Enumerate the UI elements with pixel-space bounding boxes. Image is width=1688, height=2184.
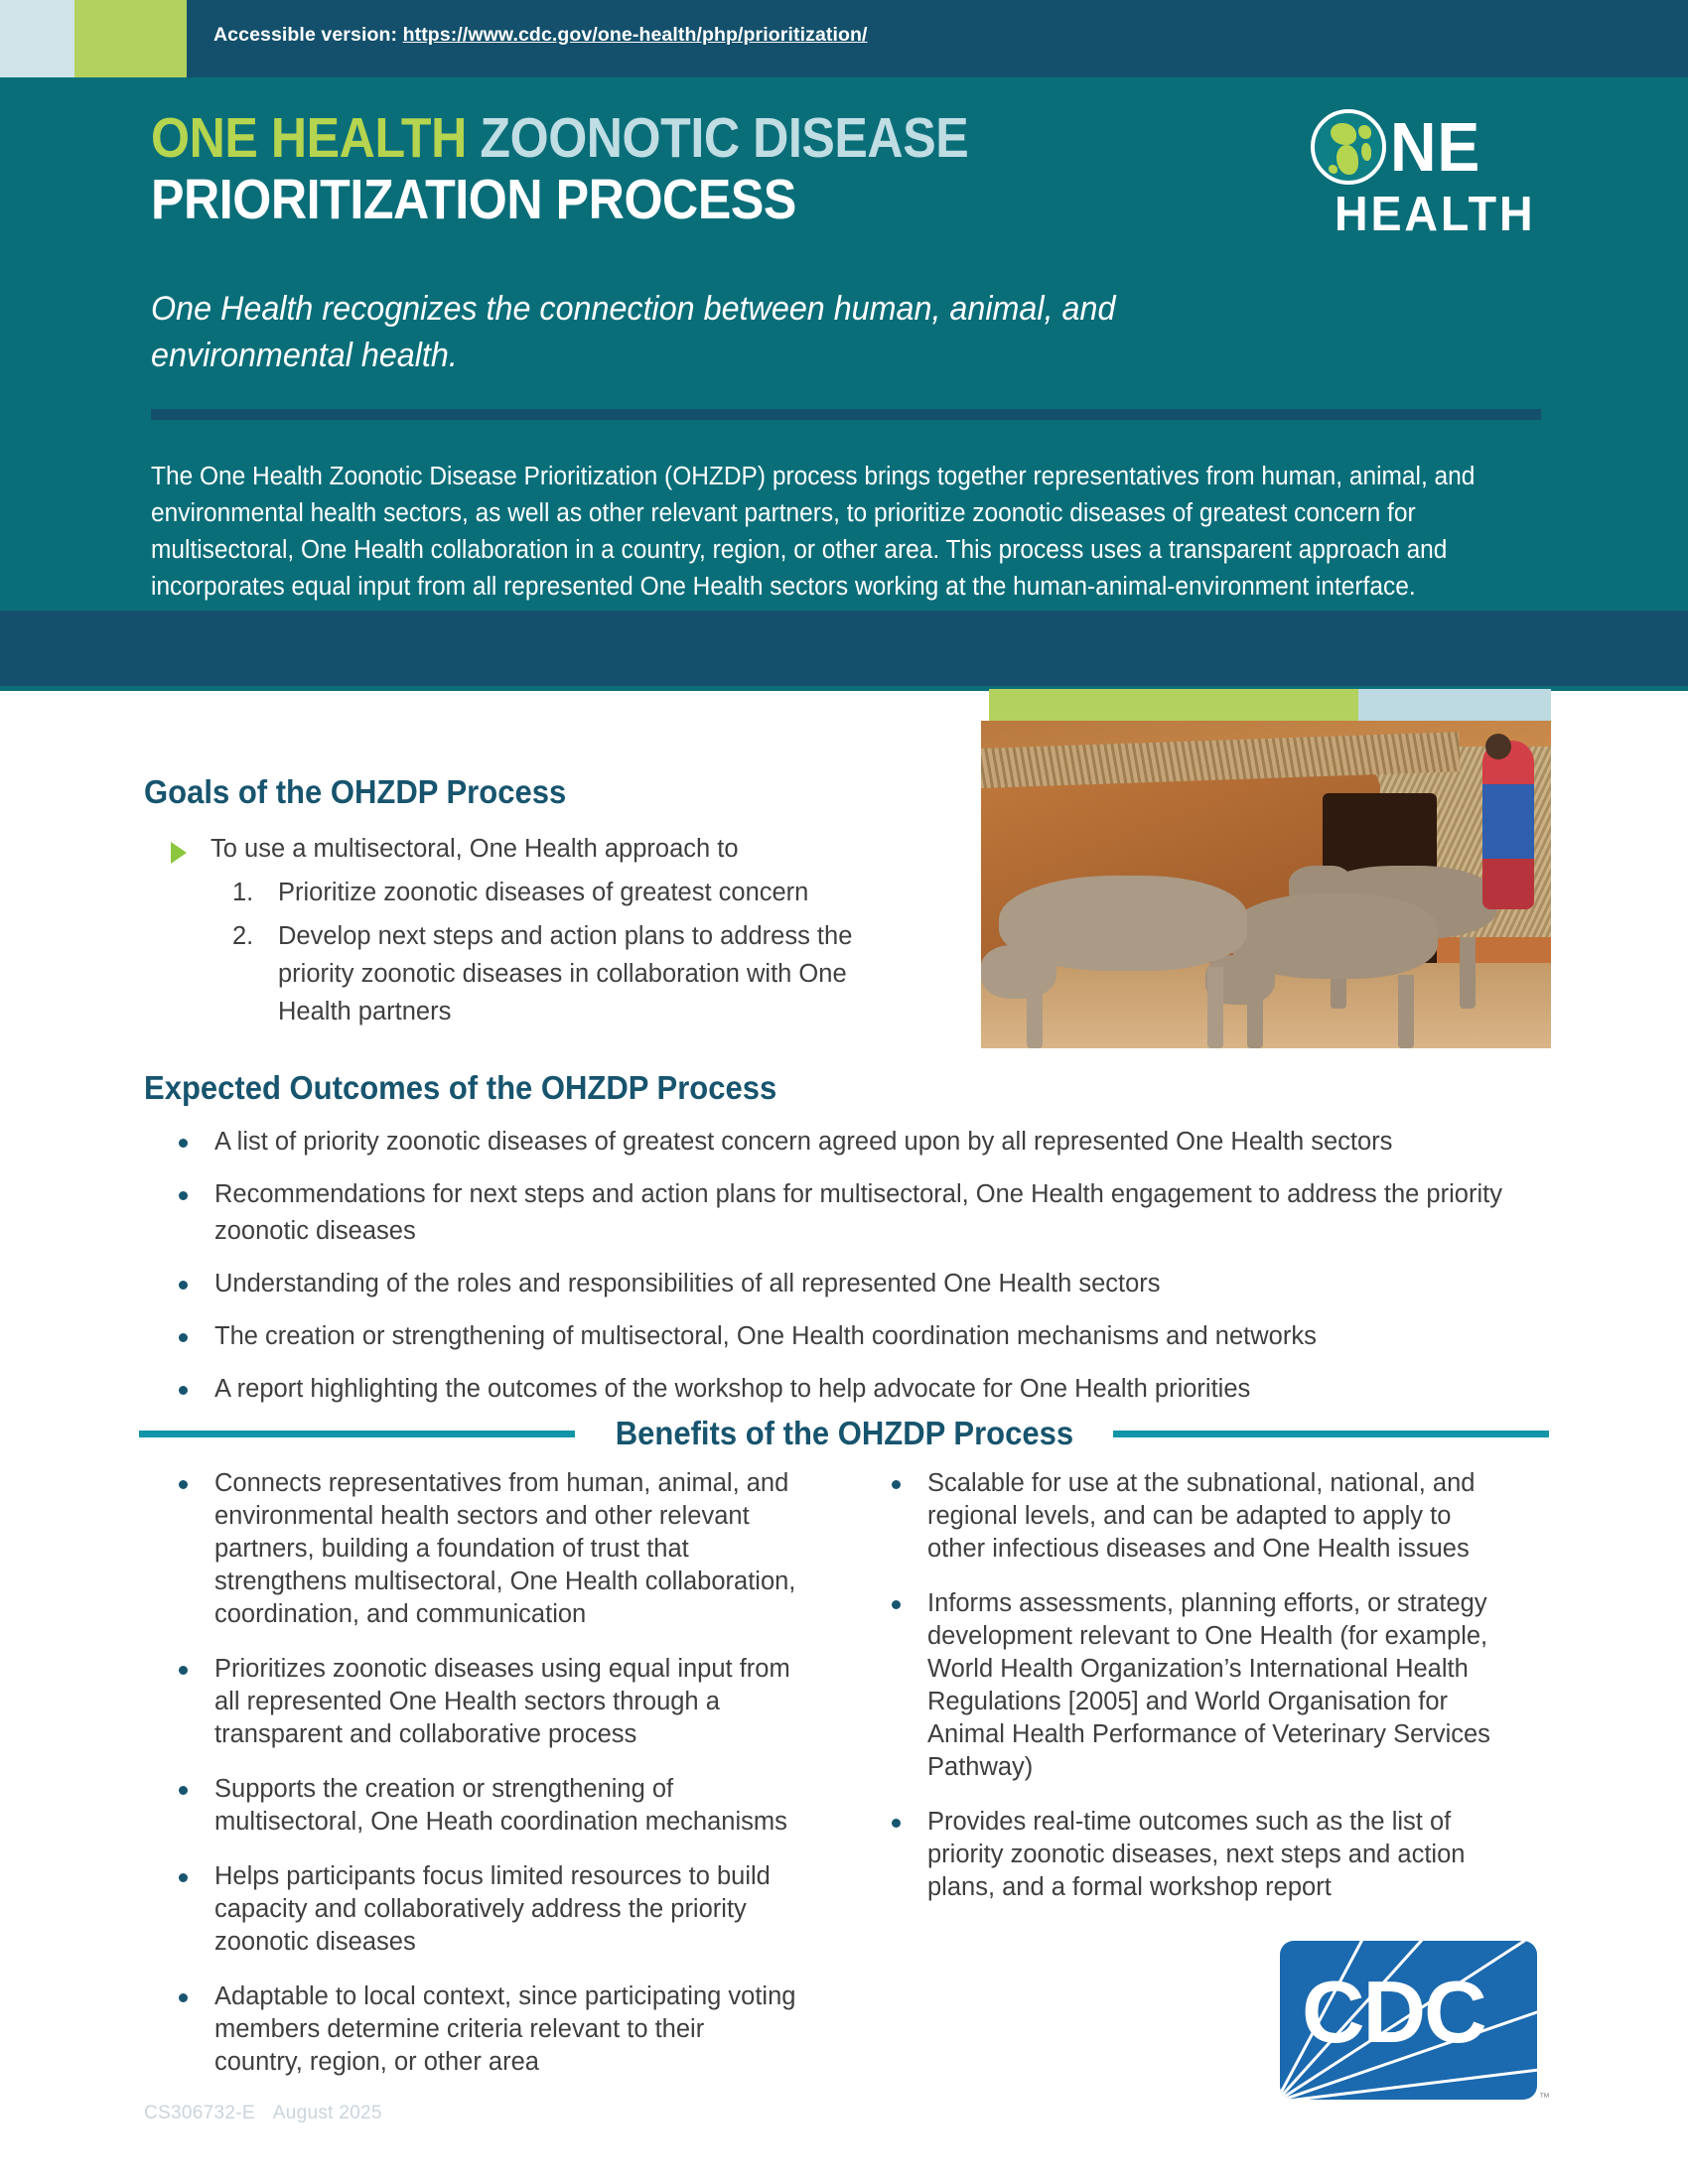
subtitle-divider-rule [151,409,1541,420]
donkeys-photo [981,721,1551,1048]
list-item-text: The creation or strengthening of multisectoral, One Health coordination mechanisms and networks [214,1322,1317,1350]
bullet-dot-icon [179,1139,188,1148]
footer-cs-number: CS306732-E [144,2103,255,2123]
bullet-dot-icon [179,1873,188,1882]
photo-donkey-leg [1207,967,1223,1048]
photo-donkey-head [981,945,1056,999]
list-item [179,1773,799,1839]
benefits-heading-row [139,1415,1549,1452]
benefits-heading: Benefits of the OHZDP Process [615,1415,1073,1451]
list-item [179,1860,799,1959]
goals-list [171,830,866,1030]
accessible-version-line [213,24,868,47]
accessible-version-label: Accessible version: [213,24,398,46]
globe-landmass [1358,125,1371,139]
list-item [179,1371,1549,1408]
page-title-one-health: ONE HEALTH [151,106,481,170]
topbar-green-swatch [74,0,187,77]
globe-landmass [1331,123,1356,145]
list-item [179,1318,1549,1355]
goals-heading: Goals of the OHZDP Process [144,773,567,810]
page-title-zoonotic-disease: ZOONOTIC DISEASE [480,106,969,170]
goals-lead-item [171,830,866,868]
expected-outcomes-heading: Expected Outcomes of the OHZDP Process [144,1069,777,1106]
bullet-dot-icon [892,1600,901,1609]
list-item-text: Provides real-time outcomes such as the list of priority zoonotic diseases, next steps and action plans, and a formal workshop report [927,1808,1466,1901]
one-health-logo-ne: NE [1390,108,1481,186]
goals-numbered-item [232,874,866,911]
photo-donkey-leg [1460,937,1476,1009]
benefits-rule-right [1113,1431,1549,1437]
list-item [179,1467,799,1631]
list-item-text: Connects representatives from human, animal, and environmental health sectors and other relevant partners, building a foundation of trust that strengthens multisectoral, One Health collaboration, coordination, and communication [214,1469,796,1628]
bullet-dot-icon [179,1386,188,1395]
page-title-line-1 [151,107,1112,169]
goals-item-number: 2. [232,922,254,950]
globe-landmass [1361,143,1371,161]
list-item [892,1467,1512,1566]
bullet-dot-icon [892,1819,901,1828]
globe-landmass [1329,165,1337,174]
bullet-dot-icon [179,1333,188,1342]
cdc-logo-text: CDC [1302,1963,1485,2061]
list-item-text: Informs assessments, planning efforts, or strategy development relevant to One Health (for example, World Health Organization’s International Health Regulations [2005] and World Organisation for Animal Health Performance of Veterinary Services Pathway) [927,1589,1490,1781]
list-item-text: A list of priority zoonotic diseases of greatest concern agreed upon by all represented One Health sectors [214,1128,1393,1156]
list-item [892,1806,1512,1904]
footer-date: August 2025 [272,2103,382,2123]
list-item-text: Adaptable to local context, since participating voting members determine criteria relevant to their country, region, or other area [214,1982,796,2076]
list-item-text: Scalable for use at the subnational, national, and regional levels, and can be adapted to apply to other infectious diseases and One Health issues [927,1469,1476,1563]
list-item [179,1176,1549,1250]
intro-paragraph: The One Health Zoonotic Disease Prioritization (OHZDP) process brings together representatives from human, animal, and environmental health sectors, as well as other relevant partners, to prioritize zoonotic diseases of greatest concern for multisectoral, One Health collaboration in a country, region, or other area. This process uses a transparent approach and incorporates equal input from all represented One Health sectors working at the human-animal-environment interface. [151,463,1476,601]
list-item [179,1266,1549,1302]
list-item-text: A report highlighting the outcomes of the workshop to help advocate for One Health priorities [214,1375,1251,1403]
photo-donkey-leg [1398,975,1414,1048]
photo-person-head [1485,734,1511,759]
goals-item-text: Prioritize zoonotic diseases of greatest concern [278,879,809,906]
bullet-dot-icon [179,1480,188,1489]
header-dark-band [0,611,1688,690]
photo-person [1482,741,1534,909]
photo-green-accent-bar [989,689,1358,721]
list-item-text: Recommendations for next steps and action plans for multisectoral, One Health engagement to address the priority zoonotic diseases [214,1180,1502,1245]
list-item-text: Prioritizes zoonotic diseases using equal input from all represented One Health sectors through a transparent and collaborative process [214,1655,790,1748]
photo-lightblue-accent-bar [1358,689,1551,721]
list-item-text: Helps participants focus limited resources to build capacity and collaboratively address the priority zoonotic diseases [214,1862,771,1956]
bullet-dot-icon [892,1480,901,1489]
benefits-left-column [179,1467,799,2101]
globe-landmass [1336,145,1358,175]
globe-icon [1311,109,1386,185]
triangle-bullet-icon [171,842,187,864]
page-subtitle: One Health recognizes the connection between human, animal, and environmental health. [151,290,1116,374]
one-health-logo-health: HEALTH [1335,188,1536,241]
topbar-lightblue-swatch [0,0,74,77]
goals-numbered-item [232,917,866,1030]
bullet-dot-icon [179,1281,188,1290]
cdc-logo-trademark: ™ [1539,2092,1550,2104]
bullet-dot-icon [179,1993,188,2002]
list-item [179,1124,1549,1160]
list-item [179,1653,799,1751]
goals-item-text: Develop next steps and action plans to address the priority zoonotic diseases in collaboration with One Health partners [278,922,853,1025]
bullet-dot-icon [179,1666,188,1675]
list-item-text: Supports the creation or strengthening of multisectoral, One Heath coordination mechanisms [214,1775,787,1836]
goals-lead-text: To use a multisectoral, One Health approach to [211,835,739,863]
cdc-logo [1280,1941,1537,2100]
goals-item-number: 1. [232,879,254,906]
bullet-dot-icon [179,1786,188,1795]
expected-outcomes-list [179,1124,1549,1424]
one-health-logo [1311,109,1539,248]
footer [144,2103,382,2124]
accessible-version-link[interactable]: https://www.cdc.gov/one-health/php/prioritization/ [402,24,868,46]
list-item [892,1587,1512,1784]
one-health-logo-row [1311,109,1488,185]
list-item-text: Understanding of the roles and responsibilities of all represented One Health sectors [214,1270,1161,1297]
page-title [151,107,1243,230]
page-title-line-2: PRIORITIZATION PROCESS [151,168,796,231]
benefits-right-column [892,1467,1512,1926]
benefits-rule-left [139,1431,575,1437]
list-item [179,1980,799,2079]
bullet-dot-icon [179,1191,188,1200]
